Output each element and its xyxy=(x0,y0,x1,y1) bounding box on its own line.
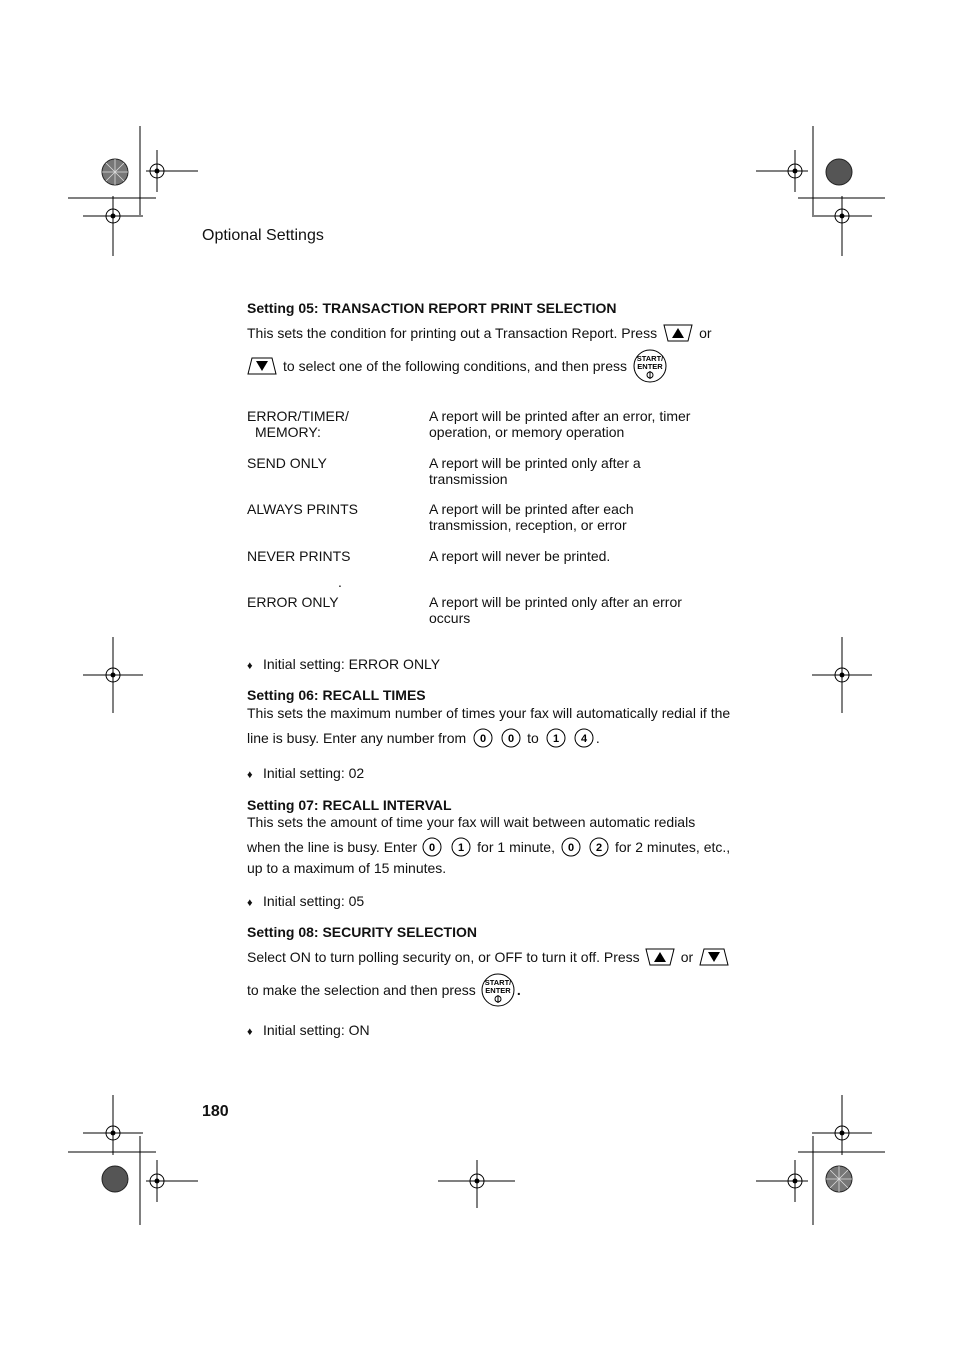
option-label-1: SEND ONLY xyxy=(247,455,327,471)
setting05-line2-text: to select one of the following conditions, and then press xyxy=(283,358,627,374)
setting07-line3: up to a maximum of 15 minutes. xyxy=(247,860,447,876)
setting05-line1 xyxy=(247,322,712,344)
start-key-mid-label: ENTER xyxy=(637,362,663,371)
svg-text:2: 2 xyxy=(595,842,603,854)
svg-text:1: 1 xyxy=(458,842,465,854)
start-key-top-label: START/ xyxy=(484,978,512,987)
svg-text:0: 0 xyxy=(567,842,575,854)
setting06-initial: ♦ Initial setting: 02 xyxy=(247,765,365,781)
stray-dot: . xyxy=(338,574,342,590)
setting05-line1-text: This sets the condition for printing out a Transaction Report. Press xyxy=(247,325,658,341)
option-label-2: ALWAYS PRINTS xyxy=(247,501,358,517)
start-enter-key-icon xyxy=(481,973,515,1007)
bullet-diamond-icon: ♦ xyxy=(247,660,253,672)
start-key-mid-label: ENTER xyxy=(485,986,511,995)
numeric-key-icon xyxy=(422,837,442,857)
numeric-key-icon xyxy=(574,728,594,748)
setting06-line2: line is busy. Enter any number from 0 0 to 1 4 . xyxy=(247,730,600,746)
page-number: 180 xyxy=(202,1103,229,1120)
down-arrow-key-icon xyxy=(247,357,277,375)
numeric-key-icon xyxy=(501,728,521,748)
setting05-title: Setting 05: TRANSACTION REPORT PRINT SELECTION xyxy=(247,300,617,316)
setting07-initial: ♦ Initial setting: 05 xyxy=(247,893,365,909)
numeric-key-icon xyxy=(473,728,493,748)
numeric-key-icon xyxy=(589,837,609,857)
setting07-line2: when the line is busy. Enter 0 1 for 1 minute, 0 2 for 2 minutes, etc., xyxy=(247,839,731,855)
option-desc-3: A report will never be printed. xyxy=(429,548,611,564)
down-arrow-key-icon xyxy=(699,948,729,966)
start-enter-key-icon xyxy=(633,349,667,383)
option-label-0: ERROR/TIMER/ MEMORY: xyxy=(247,408,349,440)
option-desc-0: A report will be printed after an error, timer operation, or memory operation xyxy=(429,408,691,440)
setting06-line1: This sets the maximum number of times your fax will automatically redial if the xyxy=(247,705,731,721)
option-label-4: ERROR ONLY xyxy=(247,594,339,610)
setting07-line1: This sets the amount of time your fax will wait between automatic redials xyxy=(247,814,696,830)
setting08-line2: to make the selection and then press START/ ENTER . xyxy=(247,973,521,1007)
svg-text:0: 0 xyxy=(480,733,487,745)
start-key-top-label: START/ xyxy=(636,354,664,363)
up-arrow-key-icon xyxy=(645,948,675,966)
option-desc-1: A report will be printed only after a transmission xyxy=(429,455,641,487)
numeric-key-icon xyxy=(546,728,566,748)
setting08-line1: Select ON to turn polling security on, or OFF to turn it off. Press or xyxy=(247,946,729,968)
option-label-3: NEVER PRINTS xyxy=(247,548,351,564)
option-desc-2: A report will be printed after each transmission, reception, or error xyxy=(429,501,634,533)
setting07-title: Setting 07: RECALL INTERVAL xyxy=(247,797,452,813)
svg-text:0: 0 xyxy=(429,842,436,854)
bullet-diamond-icon: ♦ xyxy=(247,1026,253,1038)
option-desc-4: A report will be printed only after an error occurs xyxy=(429,594,682,626)
numeric-key-icon xyxy=(451,837,471,857)
section-header: Optional Settings xyxy=(202,227,324,244)
setting08-initial: ♦ Initial setting: ON xyxy=(247,1022,370,1038)
setting06-title: Setting 06: RECALL TIMES xyxy=(247,687,426,703)
numeric-key-icon xyxy=(561,837,581,857)
setting05-initial: ♦ Initial setting: ERROR ONLY xyxy=(247,656,441,672)
up-arrow-key-icon xyxy=(663,324,693,342)
svg-text:4: 4 xyxy=(580,733,587,745)
setting05-line2 xyxy=(247,349,667,383)
setting05-line1-or: or xyxy=(699,325,712,341)
bullet-diamond-icon: ♦ xyxy=(247,897,253,909)
svg-text:1: 1 xyxy=(552,733,559,745)
setting08-title: Setting 08: SECURITY SELECTION xyxy=(247,924,477,940)
svg-text:0: 0 xyxy=(508,733,515,745)
bullet-diamond-icon: ♦ xyxy=(247,769,253,781)
